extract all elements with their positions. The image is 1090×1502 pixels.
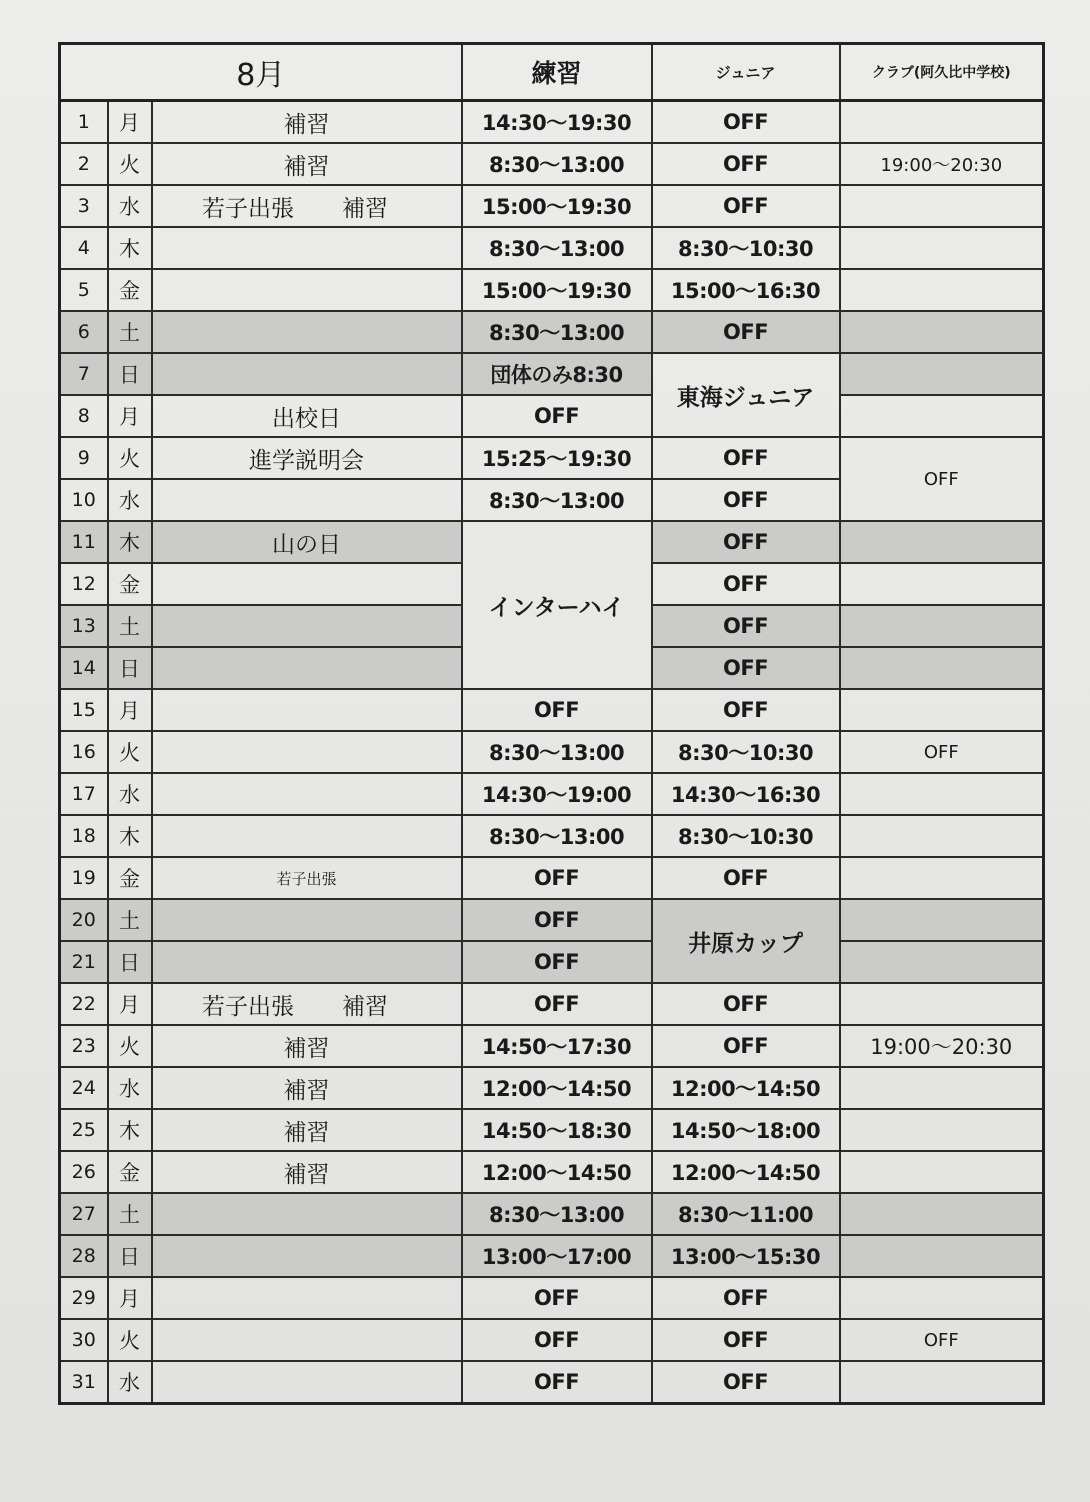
day-number: 27 <box>60 1193 108 1235</box>
event-cell: 補習 <box>152 1025 462 1067</box>
table-row <box>60 395 1044 437</box>
day-number: 7 <box>60 353 108 395</box>
practice-cell: OFF <box>462 395 652 437</box>
practice-cell: 15:25〜19:30 <box>462 437 652 479</box>
day-of-week: 木 <box>108 227 152 269</box>
event-text: 補習 <box>342 993 389 1020</box>
practice-tournament-cell: インターハイ <box>462 521 652 689</box>
junior-cell: 13:00〜15:30 <box>652 1235 840 1277</box>
table-row <box>60 941 1044 983</box>
junior-cell: OFF <box>652 437 840 479</box>
table-row <box>60 1025 1044 1067</box>
club-cell <box>840 185 1044 227</box>
day-of-week: 月 <box>108 395 152 437</box>
day-of-week: 火 <box>108 731 152 773</box>
day-of-week: 金 <box>108 269 152 311</box>
table-row <box>60 1235 1044 1277</box>
practice-cell: 8:30〜13:00 <box>462 731 652 773</box>
junior-cell: 8:30〜10:30 <box>652 731 840 773</box>
event-cell <box>152 563 462 605</box>
event-cell <box>152 1235 462 1277</box>
junior-cell: OFF <box>652 857 840 899</box>
day-of-week: 月 <box>108 101 152 144</box>
day-number: 19 <box>60 857 108 899</box>
event-cell <box>152 689 462 731</box>
club-cell <box>840 983 1044 1025</box>
event-cell <box>152 1193 462 1235</box>
practice-cell: 8:30〜13:00 <box>462 1193 652 1235</box>
practice-cell: 8:30〜13:00 <box>462 815 652 857</box>
day-of-week: 火 <box>108 1319 152 1361</box>
event-cell <box>152 1361 462 1404</box>
junior-header: ジュニア <box>652 44 840 101</box>
day-number: 28 <box>60 1235 108 1277</box>
junior-cell: 8:30〜11:00 <box>652 1193 840 1235</box>
club-cell <box>840 563 1044 605</box>
junior-cell: OFF <box>652 479 840 521</box>
day-number: 16 <box>60 731 108 773</box>
practice-cell: OFF <box>462 689 652 731</box>
event-cell: 山の日 <box>152 521 462 563</box>
practice-cell: 13:00〜17:00 <box>462 1235 652 1277</box>
table-row <box>60 1277 1044 1319</box>
club-cell <box>840 815 1044 857</box>
day-number: 3 <box>60 185 108 227</box>
day-of-week: 日 <box>108 647 152 689</box>
practice-cell: 14:50〜17:30 <box>462 1025 652 1067</box>
club-cell <box>840 857 1044 899</box>
club-cell <box>840 521 1044 563</box>
club-cell <box>840 605 1044 647</box>
event-cell <box>152 185 462 227</box>
table-row <box>60 1109 1044 1151</box>
day-of-week: 月 <box>108 1277 152 1319</box>
day-of-week: 火 <box>108 1025 152 1067</box>
day-number: 17 <box>60 773 108 815</box>
event-cell: 出校日 <box>152 395 462 437</box>
practice-cell: 8:30〜13:00 <box>462 479 652 521</box>
club-cell <box>840 353 1044 395</box>
day-of-week: 水 <box>108 479 152 521</box>
event-cell <box>152 983 462 1025</box>
table-row <box>60 731 1044 773</box>
practice-cell: 14:50〜18:30 <box>462 1109 652 1151</box>
club-cell <box>840 395 1044 437</box>
club-cell <box>840 1067 1044 1109</box>
practice-cell: OFF <box>462 857 652 899</box>
day-of-week: 木 <box>108 1109 152 1151</box>
event-cell <box>152 731 462 773</box>
event-text: 若子出張 <box>201 195 294 222</box>
event-text: 若子出張 <box>201 993 294 1020</box>
day-number: 12 <box>60 563 108 605</box>
day-of-week: 土 <box>108 605 152 647</box>
table-row <box>60 1193 1044 1235</box>
day-of-week: 水 <box>108 1361 152 1404</box>
table-row <box>60 689 1044 731</box>
practice-cell: OFF <box>462 983 652 1025</box>
junior-cell: OFF <box>652 1319 840 1361</box>
junior-cell: OFF <box>652 1277 840 1319</box>
club-cell <box>840 269 1044 311</box>
junior-cell: 12:00〜14:50 <box>652 1151 840 1193</box>
table-row <box>60 773 1044 815</box>
table-row <box>60 1361 1044 1404</box>
day-number: 22 <box>60 983 108 1025</box>
day-of-week: 水 <box>108 1067 152 1109</box>
practice-header: 練習 <box>462 44 652 101</box>
club-cell <box>840 647 1044 689</box>
club-cell: OFF <box>840 731 1044 773</box>
club-cell <box>840 311 1044 353</box>
junior-cell: 14:50〜18:00 <box>652 1109 840 1151</box>
practice-cell: OFF <box>462 1319 652 1361</box>
club-cell: OFF <box>840 1319 1044 1361</box>
junior-cell: OFF <box>652 605 840 647</box>
junior-cell: 15:00〜16:30 <box>652 269 840 311</box>
practice-cell: 15:00〜19:30 <box>462 185 652 227</box>
table-row <box>60 227 1044 269</box>
practice-cell: OFF <box>462 941 652 983</box>
practice-cell: 12:00〜14:50 <box>462 1067 652 1109</box>
practice-cell: OFF <box>462 899 652 941</box>
day-of-week: 木 <box>108 521 152 563</box>
practice-cell: 14:30〜19:00 <box>462 773 652 815</box>
event-cell: 補習 <box>152 1151 462 1193</box>
table-row <box>60 353 1044 395</box>
day-number: 21 <box>60 941 108 983</box>
practice-cell: 8:30〜13:00 <box>462 143 652 185</box>
day-number: 4 <box>60 227 108 269</box>
event-cell <box>152 479 462 521</box>
day-of-week: 金 <box>108 563 152 605</box>
day-number: 24 <box>60 1067 108 1109</box>
junior-cell: OFF <box>652 143 840 185</box>
club-cell <box>840 1109 1044 1151</box>
event-cell: 補習 <box>152 1109 462 1151</box>
day-of-week: 金 <box>108 857 152 899</box>
table-row <box>60 1067 1044 1109</box>
practice-cell: 8:30〜13:00 <box>462 227 652 269</box>
club-cell <box>840 227 1044 269</box>
event-cell <box>152 815 462 857</box>
table-row <box>60 143 1044 185</box>
table-row <box>60 1319 1044 1361</box>
day-of-week: 土 <box>108 899 152 941</box>
junior-cell: OFF <box>652 647 840 689</box>
club-cell: 19:00〜20:30 <box>840 1025 1044 1067</box>
junior-cell: OFF <box>652 563 840 605</box>
table-row <box>60 437 1044 479</box>
junior-cell: OFF <box>652 689 840 731</box>
day-number: 2 <box>60 143 108 185</box>
event-cell <box>152 605 462 647</box>
day-of-week: 水 <box>108 185 152 227</box>
practice-cell: 14:30〜19:30 <box>462 101 652 144</box>
practice-cell: OFF <box>462 1277 652 1319</box>
junior-cell: 8:30〜10:30 <box>652 227 840 269</box>
event-cell <box>152 899 462 941</box>
practice-cell: OFF <box>462 1361 652 1404</box>
day-of-week: 日 <box>108 353 152 395</box>
event-cell <box>152 941 462 983</box>
day-of-week: 火 <box>108 437 152 479</box>
day-number: 6 <box>60 311 108 353</box>
event-cell: 補習 <box>152 101 462 144</box>
junior-cell: OFF <box>652 983 840 1025</box>
day-number: 10 <box>60 479 108 521</box>
header-row <box>60 44 1044 101</box>
event-cell: 補習 <box>152 1067 462 1109</box>
day-number: 26 <box>60 1151 108 1193</box>
day-of-week: 月 <box>108 689 152 731</box>
day-of-week: 日 <box>108 1235 152 1277</box>
day-number: 20 <box>60 899 108 941</box>
club-cell: OFF <box>840 437 1044 521</box>
event-cell: 補習 <box>152 143 462 185</box>
junior-cell: OFF <box>652 311 840 353</box>
day-number: 18 <box>60 815 108 857</box>
junior-cell: 14:30〜16:30 <box>652 773 840 815</box>
day-of-week: 土 <box>108 311 152 353</box>
table-row <box>60 983 1044 1025</box>
event-cell <box>152 1319 462 1361</box>
junior-cell: OFF <box>652 1025 840 1067</box>
practice-cell: 8:30〜13:00 <box>462 311 652 353</box>
day-number: 30 <box>60 1319 108 1361</box>
day-of-week: 日 <box>108 941 152 983</box>
event-cell <box>152 227 462 269</box>
junior-cell: OFF <box>652 521 840 563</box>
day-of-week: 火 <box>108 143 152 185</box>
club-header: クラブ(阿久比中学校) <box>840 44 1044 101</box>
day-number: 13 <box>60 605 108 647</box>
practice-cell: 15:00〜19:30 <box>462 269 652 311</box>
table-row <box>60 857 1044 899</box>
junior-tournament-cell: 井原カップ <box>652 899 840 983</box>
day-number: 25 <box>60 1109 108 1151</box>
club-cell <box>840 1277 1044 1319</box>
club-cell <box>840 773 1044 815</box>
event-cell: 進学説明会 <box>152 437 462 479</box>
month-header: 8月 <box>60 44 462 101</box>
table-row <box>60 1151 1044 1193</box>
event-cell <box>152 647 462 689</box>
day-number: 5 <box>60 269 108 311</box>
table-row <box>60 899 1044 941</box>
junior-cell: OFF <box>652 185 840 227</box>
day-of-week: 水 <box>108 773 152 815</box>
event-cell <box>152 353 462 395</box>
club-cell <box>840 1361 1044 1404</box>
practice-cell: 12:00〜14:50 <box>462 1151 652 1193</box>
junior-cell: 8:30〜10:30 <box>652 815 840 857</box>
table-row <box>60 311 1044 353</box>
club-cell <box>840 1151 1044 1193</box>
junior-cell: 12:00〜14:50 <box>652 1067 840 1109</box>
club-cell: 19:00〜20:30 <box>840 143 1044 185</box>
day-number: 8 <box>60 395 108 437</box>
day-number: 23 <box>60 1025 108 1067</box>
day-number: 31 <box>60 1361 108 1404</box>
junior-tournament-cell: 東海ジュニア <box>652 353 840 437</box>
club-cell <box>840 689 1044 731</box>
event-cell <box>152 1277 462 1319</box>
day-of-week: 土 <box>108 1193 152 1235</box>
junior-cell: OFF <box>652 101 840 144</box>
day-number: 11 <box>60 521 108 563</box>
club-cell <box>840 1193 1044 1235</box>
event-cell: 若子出張 <box>152 857 462 899</box>
practice-cell: 団体のみ8:30 <box>462 353 652 395</box>
day-number: 14 <box>60 647 108 689</box>
event-cell <box>152 269 462 311</box>
club-cell <box>840 101 1044 144</box>
day-number: 29 <box>60 1277 108 1319</box>
day-of-week: 木 <box>108 815 152 857</box>
day-number: 9 <box>60 437 108 479</box>
day-of-week: 月 <box>108 983 152 1025</box>
club-cell <box>840 899 1044 941</box>
event-text: 補習 <box>342 195 389 222</box>
club-cell <box>840 1235 1044 1277</box>
event-cell <box>152 773 462 815</box>
day-number: 15 <box>60 689 108 731</box>
table-row <box>60 815 1044 857</box>
table-row <box>60 269 1044 311</box>
day-number: 1 <box>60 101 108 144</box>
table-row <box>60 521 1044 563</box>
club-cell <box>840 941 1044 983</box>
day-of-week: 金 <box>108 1151 152 1193</box>
junior-cell: OFF <box>652 1361 840 1404</box>
table-row <box>60 185 1044 227</box>
table-row <box>60 101 1044 144</box>
event-cell <box>152 311 462 353</box>
august-schedule-table <box>58 42 1045 1405</box>
